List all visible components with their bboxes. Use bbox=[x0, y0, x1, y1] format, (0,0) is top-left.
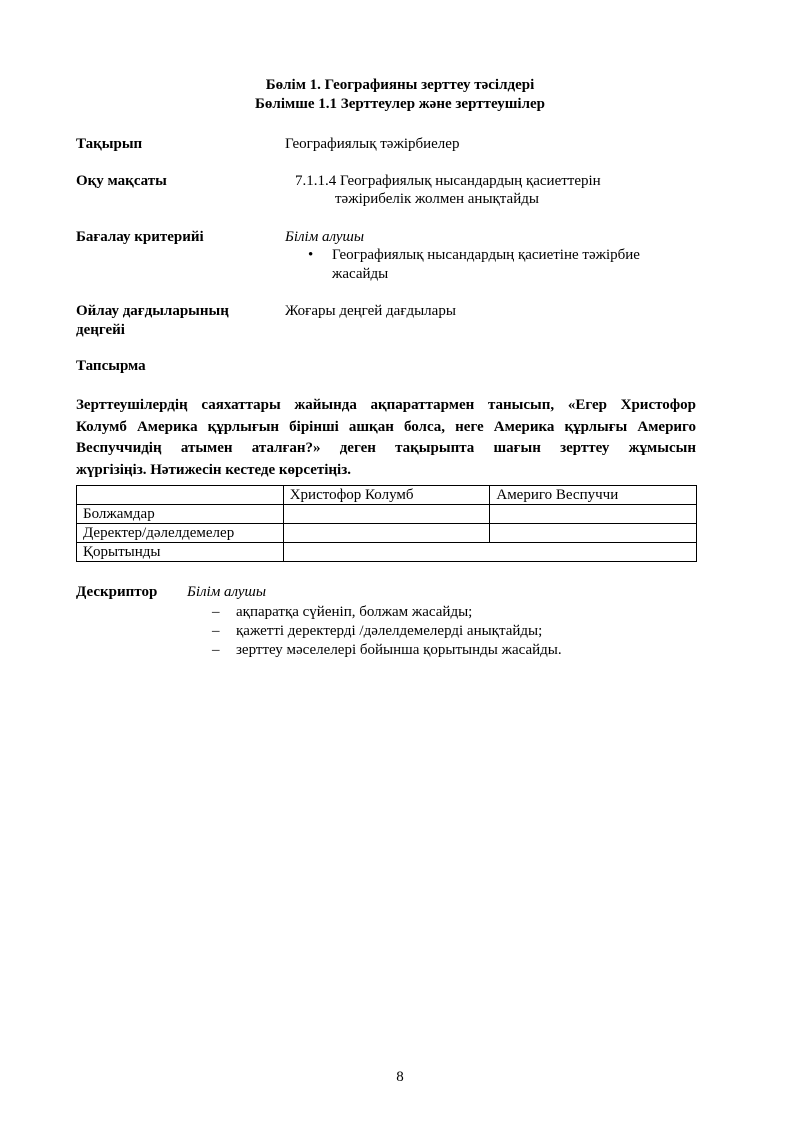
criteria-label: Бағалау критерийі bbox=[76, 229, 204, 245]
task-line2: Колумб Америка құрлығын бірінші ашқан болса, неге Америка құрлығы Америго bbox=[76, 418, 696, 435]
descriptor-label: Дескриптор bbox=[76, 584, 158, 600]
subsection-title: Бөлімше 1.1 Зерттеулер және зерттеушілер bbox=[254, 96, 545, 112]
dash-icon: – bbox=[212, 623, 220, 639]
table-row-label: Деректер/дәлелдемелер bbox=[77, 524, 284, 543]
criteria-bullet-line1: Географиялық нысандардың қасиетіне тәжірбие bbox=[332, 247, 640, 263]
goal-value-line2: тәжірибелік жолмен анықтайды bbox=[335, 191, 539, 207]
table-header-cell: Христофор Колумб bbox=[283, 486, 490, 505]
descriptor-item: қажетті деректерді /дәлелдемелерді анықтайды; bbox=[236, 623, 543, 639]
table-row-label: Қорытынды bbox=[77, 543, 284, 562]
topic-value: Географиялық тәжірбиелер bbox=[285, 136, 460, 152]
table-cell bbox=[283, 543, 696, 562]
criteria-sub: Білім алушы bbox=[285, 229, 365, 245]
dash-icon: – bbox=[212, 604, 220, 620]
thinking-label bbox=[76, 302, 229, 340]
descriptor-sub: Білім алушы bbox=[187, 584, 267, 600]
criteria-bullet bbox=[308, 246, 728, 286]
table-header-cell: Америго Веспуччи bbox=[490, 486, 697, 505]
descriptor-item: ақпаратқа сүйеніп, болжам жасайды; bbox=[236, 604, 473, 620]
criteria-bullet-line2: жасайды bbox=[332, 266, 389, 282]
topic-label: Тақырып bbox=[76, 136, 143, 152]
thinking-value: Жоғары деңгей дағдылары bbox=[285, 303, 456, 319]
page-number: 8 bbox=[396, 1069, 404, 1085]
thinking-label-line1: Ойлау дағдыларының bbox=[76, 303, 229, 319]
table-row bbox=[77, 505, 697, 524]
goal-value-line1: 7.1.1.4 Географиялық нысандардың қасиеттерін bbox=[295, 173, 601, 189]
table-cell bbox=[283, 524, 490, 543]
task-line4: жүргізіңіз. Нәтижесін кестеде көрсетіңіз. bbox=[76, 461, 352, 478]
thinking-label-line2: деңгейі bbox=[76, 322, 125, 338]
table-row bbox=[77, 524, 697, 543]
table-row-label: Болжамдар bbox=[77, 505, 284, 524]
table-header-row bbox=[77, 486, 697, 505]
table-row bbox=[77, 543, 697, 562]
descriptor-item: зерттеу мәселелері бойынша қорытынды жасайды. bbox=[236, 642, 562, 658]
goal-label: Оқу мақсаты bbox=[76, 173, 167, 189]
task-line1: Зерттеушілердің саяхаттары жайында ақпараттармен танысып, «Егер Христофор bbox=[76, 397, 696, 413]
bullet-icon: • bbox=[308, 247, 314, 263]
table-cell bbox=[490, 505, 697, 524]
document-header bbox=[0, 76, 800, 114]
table-header-cell bbox=[77, 486, 284, 505]
table-cell bbox=[490, 524, 697, 543]
section-title: Бөлім 1. Географияны зерттеу тәсілдері bbox=[265, 77, 535, 93]
results-table bbox=[76, 485, 697, 562]
dash-icon: – bbox=[212, 642, 220, 658]
task-text bbox=[76, 395, 696, 481]
task-line3: Веспуччидің атымен аталған?» деген тақырыпта шағын зерттеу жұмысын bbox=[76, 440, 696, 456]
task-label: Тапсырма bbox=[76, 358, 146, 374]
table-cell bbox=[283, 505, 490, 524]
